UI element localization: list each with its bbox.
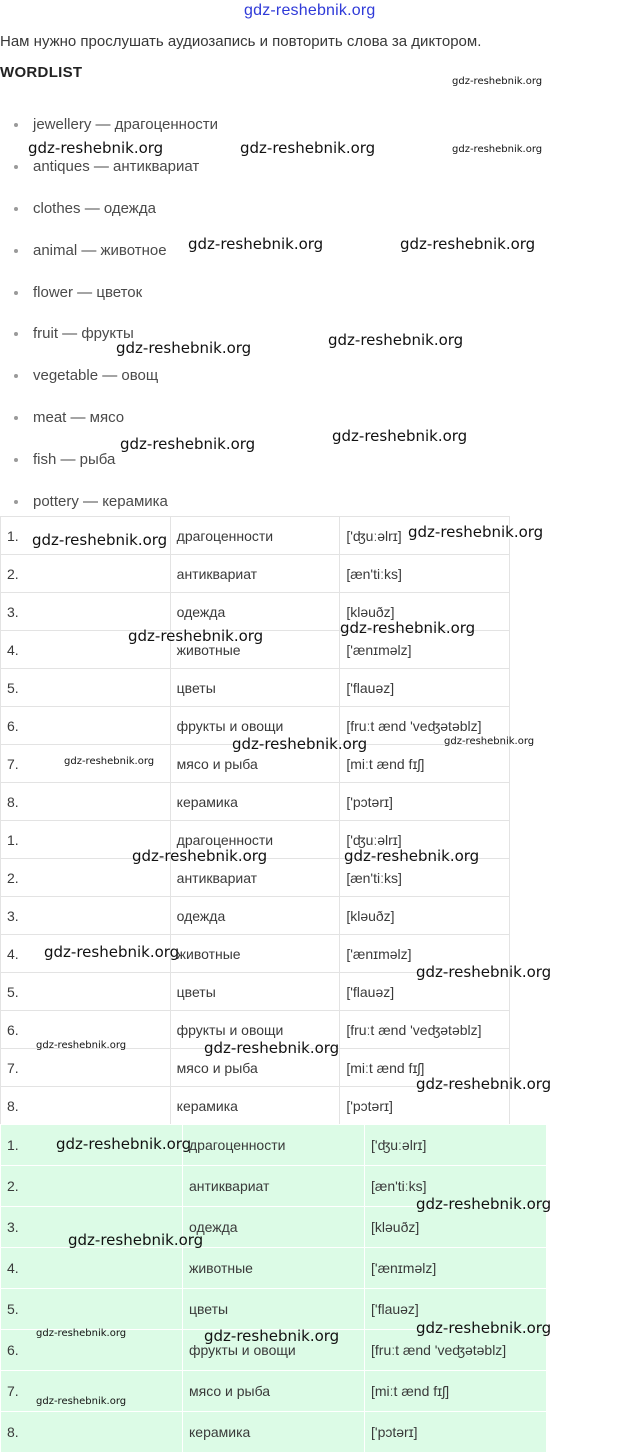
watermark: gdz-reshebnik.org [36, 1040, 127, 1051]
watermark: gdz-reshebnik.org [240, 139, 376, 157]
table-row: 3. одежда [kləuðz] [1, 1207, 547, 1248]
list-item: meat — мясо [0, 409, 260, 429]
bullet-icon [14, 123, 18, 127]
bullet-icon [14, 165, 18, 169]
list-item: vegetable — овощ [0, 367, 260, 387]
watermark: gdz-reshebnik.org [128, 627, 264, 645]
watermark: gdz-reshebnik.org [116, 339, 252, 357]
list-item: jewellery — драгоценности [0, 116, 260, 136]
list-item: fish — рыба [0, 451, 260, 471]
table-row: 5. цветы ['flauəz] [1, 973, 510, 1011]
watermark: gdz-reshebnik.org [416, 1319, 552, 1337]
table-row: 5. цветы ['flauəz] [1, 669, 510, 707]
vocabulary-table [0, 516, 510, 821]
watermark: gdz-reshebnik.org [68, 1231, 204, 1249]
table-row: 3. одежда [kləuðz] [1, 593, 510, 631]
list-item: fruit — фрукты [0, 325, 260, 345]
watermark: gdz-reshebnik.org [232, 735, 368, 753]
table-row: 7. мясо и рыба [miːt ænd fɪʃ] [1, 1371, 547, 1412]
watermark: gdz-reshebnik.org [344, 847, 480, 865]
list-item: antiques — антиквариат [0, 158, 260, 178]
watermark: gdz-reshebnik.org [204, 1039, 340, 1057]
table-row: 5. цветы ['flauəz] [1, 1289, 547, 1330]
watermark: gdz-reshebnik.org [416, 1195, 552, 1213]
list-item: flower — цветок [0, 284, 260, 304]
table-row: 8. керамика ['pɔtərɪ] [1, 783, 510, 821]
wordlist-heading: WORDLIST [0, 64, 83, 81]
bullet-icon [14, 458, 18, 462]
list-item: animal — животное [0, 242, 260, 262]
bullet-icon [14, 500, 18, 504]
watermark: gdz-reshebnik.org [332, 427, 468, 445]
watermark: gdz-reshebnik.org [120, 435, 256, 453]
watermark: gdz-reshebnik.org [36, 1396, 127, 1407]
watermark: gdz-reshebnik.org [416, 963, 552, 981]
bullet-icon [14, 416, 18, 420]
watermark: gdz-reshebnik.org [56, 1135, 192, 1153]
list-item: clothes — одежда [0, 200, 260, 220]
watermark: gdz-reshebnik.org [188, 235, 324, 253]
bullet-icon [14, 249, 18, 253]
watermark: gdz-reshebnik.org [44, 943, 180, 961]
watermark: gdz-reshebnik.org [132, 847, 268, 865]
watermark: gdz-reshebnik.org [28, 139, 164, 157]
table-row: 2. антиквариат [æn'tiːks] [1, 1166, 547, 1207]
bullet-icon [14, 207, 18, 211]
table-row: 3. одежда [kləuðz] [1, 897, 510, 935]
watermark: gdz-reshebnik.org [444, 736, 535, 747]
table-row: 1. драгоценности ['ʤuːəlrɪ] [1, 821, 510, 859]
list-item: pottery — керамика [0, 493, 260, 513]
table-row: 2. антиквариат [æn'tiːks] [1, 555, 510, 593]
bullet-icon [14, 291, 18, 295]
table-row: 6. фрукты и овощи [fruːt ænd 'veʤətəblz] [1, 707, 510, 745]
watermark: gdz-reshebnik.org [328, 331, 464, 349]
table-row: 4. животные ['ænɪməlz] [1, 935, 510, 973]
table-row: 4. животные ['ænɪməlz] [1, 1248, 547, 1289]
bullet-icon [14, 374, 18, 378]
table-row: 7. мясо и рыба [miːt ænd fɪʃ] [1, 745, 510, 783]
table-row: 1. драгоценности ['ʤuːəlrɪ] [1, 517, 510, 555]
instruction-text: Нам нужно прослушать аудиозапись и повторить слова за диктором. [0, 33, 482, 50]
table-row: 6. фрукты и овощи [fruːt ænd 'veʤətəblz] [1, 1330, 547, 1371]
watermark: gdz-reshebnik.org [204, 1327, 340, 1345]
watermark: gdz-reshebnik.org [32, 531, 168, 549]
watermark: gdz-reshebnik.org [36, 1328, 127, 1339]
watermark: gdz-reshebnik.org [416, 1075, 552, 1093]
watermark: gdz-reshebnik.org [400, 235, 536, 253]
table-row: 1. драгоценности ['ʤuːəlrɪ] [1, 1125, 547, 1166]
table-row: 6. фрукты и овощи [fruːt ænd 'veʤətəblz] [1, 1011, 510, 1049]
site-header-link[interactable]: gdz-reshebnik.org [244, 2, 376, 19]
watermark: gdz-reshebnik.org [64, 756, 155, 767]
table-row: 4. животные ['ænɪməlz] [1, 631, 510, 669]
table-row: 8. керамика ['pɔtərɪ] [1, 1087, 510, 1125]
watermark: gdz-reshebnik.org [408, 523, 544, 541]
bullet-icon [14, 332, 18, 336]
table-row: 7. мясо и рыба [miːt ænd fɪʃ] [1, 1049, 510, 1087]
watermark: gdz-reshebnik.org [452, 144, 543, 155]
table-row: 8. керамика ['pɔtərɪ] [1, 1412, 547, 1453]
table-row: 2. антиквариат [æn'tiːks] [1, 859, 510, 897]
watermark: gdz-reshebnik.org [340, 619, 476, 637]
watermark: gdz-reshebnik.org [452, 76, 543, 87]
